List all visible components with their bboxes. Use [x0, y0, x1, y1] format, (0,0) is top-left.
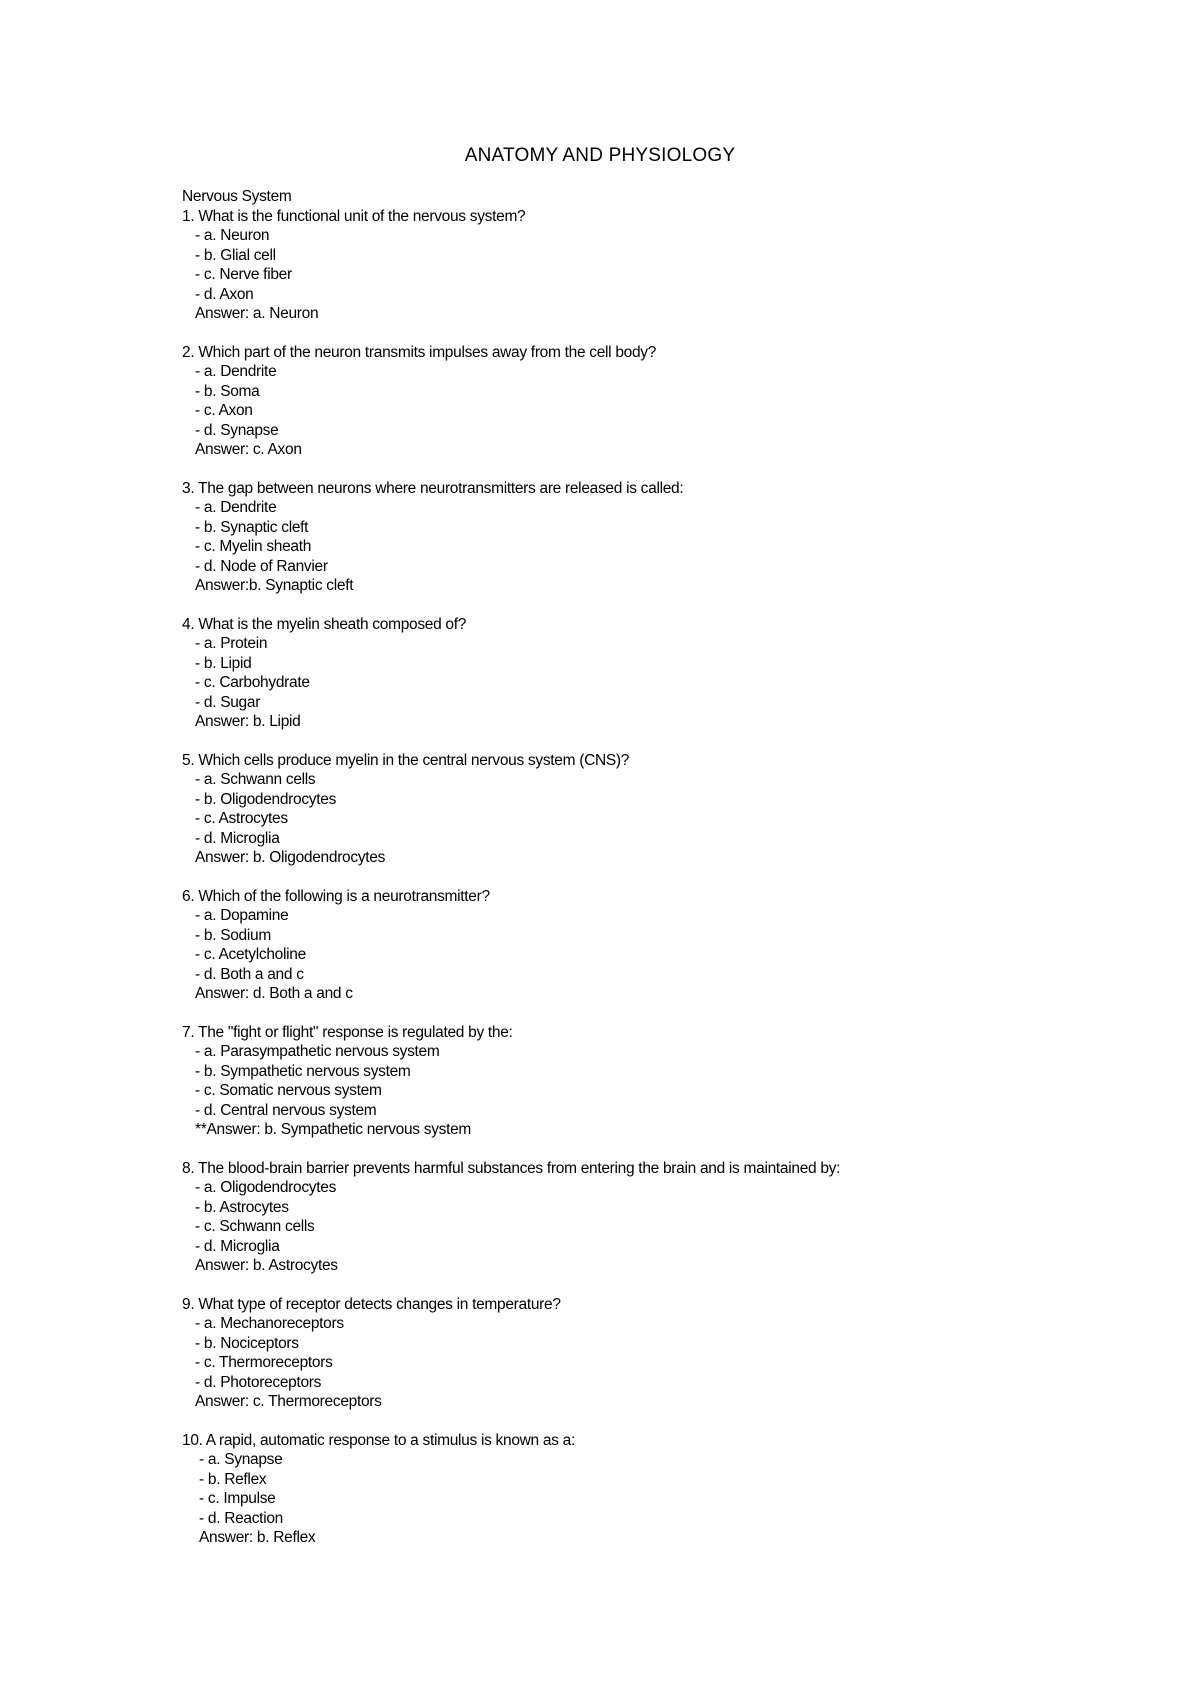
question-text: 6. Which of the following is a neurotransmitter? — [182, 887, 490, 905]
option-c: - c. Myelin sheath — [195, 538, 312, 555]
answer-line: Answer: b. Oligodendrocytes — [195, 849, 386, 866]
question-block-8 — [182, 1159, 1162, 1276]
option-a: - a. Oligodendrocytes — [195, 1179, 337, 1196]
question-text: 7. The "fight or flight" response is regulated by the: — [182, 1023, 513, 1041]
option-b: - b. Nociceptors — [195, 1334, 299, 1352]
option-a: - a. Schwann cells — [195, 771, 316, 788]
option-b: - b. Sympathetic nervous system — [195, 1062, 411, 1080]
option-a: - a. Dendrite — [195, 499, 277, 516]
answer-line: Answer: d. Both a and c — [195, 985, 353, 1002]
answer-line: Answer: a. Neuron — [195, 305, 319, 322]
option-b: - b. Oligodendrocytes — [195, 790, 337, 808]
option-d: - d. Sugar — [195, 693, 261, 711]
option-b: - b. Lipid — [195, 654, 252, 672]
option-d: - d. Reaction — [199, 1509, 283, 1527]
answer-line: **Answer: b. Sympathetic nervous system — [195, 1121, 472, 1138]
answer-line: Answer: b. Astrocytes — [195, 1257, 338, 1274]
question-text: 9. What type of receptor detects changes in temperature? — [182, 1295, 561, 1313]
option-b: - b. Soma — [195, 382, 260, 400]
document-body — [182, 187, 1162, 1567]
option-a: - a. Synapse — [199, 1451, 283, 1468]
option-a: - a. Neuron — [195, 227, 270, 244]
option-d: - d. Axon — [195, 285, 254, 303]
option-a: - a. Mechanoreceptors — [195, 1315, 344, 1332]
option-a: - a. Dopamine — [195, 907, 289, 924]
option-b: - b. Glial cell — [195, 246, 276, 264]
question-block-3 — [182, 479, 1162, 596]
option-d: - d. Node of Ranvier — [195, 557, 328, 575]
option-c: - c. Schwann cells — [195, 1218, 315, 1235]
option-d: - d. Photoreceptors — [195, 1373, 322, 1391]
option-c: - c. Acetylcholine — [195, 946, 306, 963]
question-block-7 — [182, 1023, 1162, 1140]
option-c: - c. Carbohydrate — [195, 674, 310, 691]
option-a: - a. Parasympathetic nervous system — [195, 1043, 440, 1060]
question-block-2 — [182, 343, 1162, 460]
answer-line: Answer: c. Axon — [195, 441, 302, 458]
option-c: - c. Impulse — [199, 1490, 276, 1507]
question-block-10 — [182, 1431, 1162, 1548]
question-block-6 — [182, 887, 1162, 1004]
option-c: - c. Astrocytes — [195, 810, 288, 827]
option-b: - b. Astrocytes — [195, 1198, 289, 1216]
answer-line: Answer: b. Lipid — [195, 713, 301, 730]
question-text: 1. What is the functional unit of the nervous system? — [182, 207, 526, 225]
option-d: - d. Synapse — [195, 421, 279, 439]
answer-line: Answer:b. Synaptic cleft — [195, 577, 354, 594]
option-b: - b. Synaptic cleft — [195, 518, 309, 536]
option-a: - a. Dendrite — [195, 363, 277, 380]
question-text: 5. Which cells produce myelin in the central nervous system (CNS)? — [182, 751, 630, 769]
question-block-9 — [182, 1295, 1162, 1412]
document-title: ANATOMY AND PHYSIOLOGY — [464, 145, 736, 166]
option-d: - d. Central nervous system — [195, 1101, 377, 1119]
option-b: - b. Reflex — [199, 1470, 267, 1488]
option-b: - b. Sodium — [195, 926, 271, 944]
question-block-4 — [182, 615, 1162, 732]
option-d: - d. Both a and c — [195, 965, 304, 983]
option-c: - c. Nerve fiber — [195, 266, 292, 283]
option-a: - a. Protein — [195, 635, 268, 652]
option-c: - c. Somatic nervous system — [195, 1082, 382, 1099]
question-text: 3. The gap between neurons where neurotransmitters are released is called: — [182, 479, 684, 497]
question-block-1 — [182, 207, 1162, 324]
option-c: - c. Axon — [195, 402, 253, 419]
section-heading: Nervous System — [182, 188, 292, 205]
question-text: 8. The blood-brain barrier prevents harmful substances from entering the brain and is maintained by: — [182, 1159, 841, 1177]
answer-line: Answer: c. Thermoreceptors — [195, 1393, 382, 1410]
option-c: - c. Thermoreceptors — [195, 1354, 333, 1371]
question-text: 10. A rapid, automatic response to a stimulus is known as a: — [182, 1431, 575, 1449]
question-text: 4. What is the myelin sheath composed of? — [182, 615, 467, 633]
question-block-5 — [182, 751, 1162, 868]
option-d: - d. Microglia — [195, 1237, 280, 1255]
option-d: - d. Microglia — [195, 829, 280, 847]
question-text: 2. Which part of the neuron transmits impulses away from the cell body? — [182, 343, 657, 361]
answer-line: Answer: b. Reflex — [199, 1529, 316, 1546]
